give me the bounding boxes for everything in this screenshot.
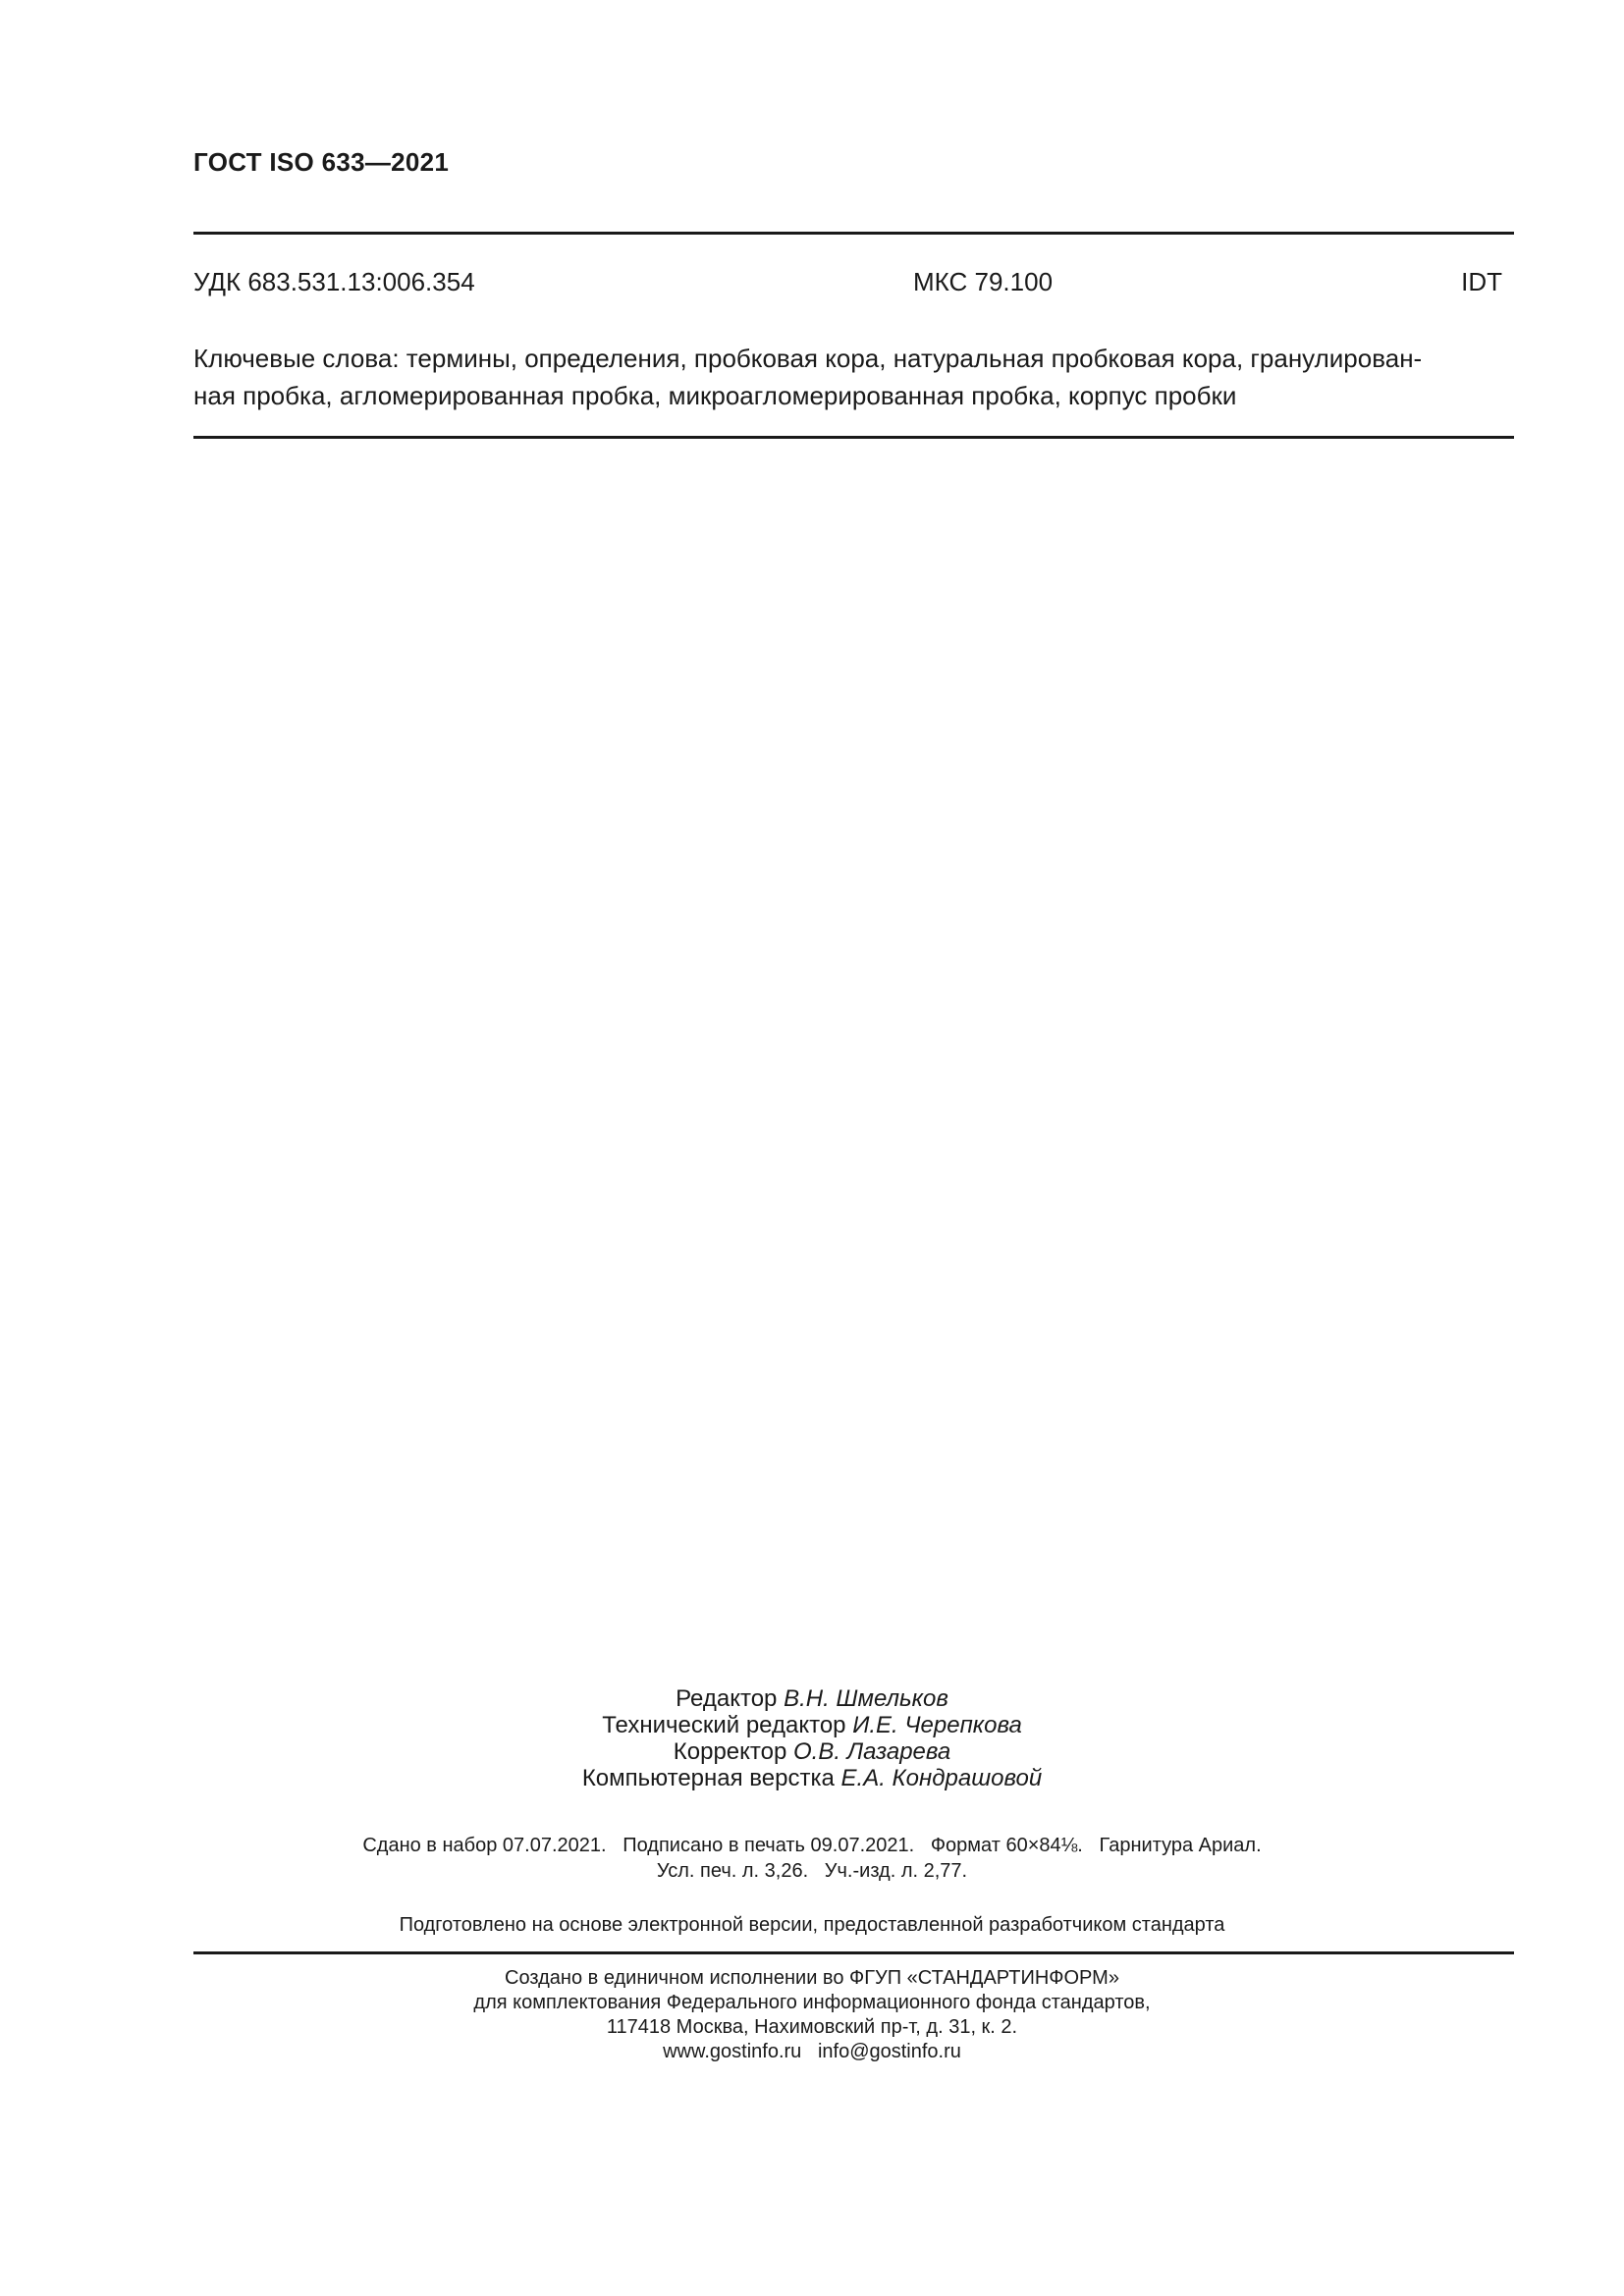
print-info — [0, 1833, 1624, 1884]
footer-line: Создано в единичном исполнении во ФГУП «СТАНДАРТИНФОРМ» — [505, 1967, 1119, 1989]
print-info-line: Сдано в набор 07.07.2021. Подписано в печать 09.07.2021. Формат 60×84⅛. Гарнитура Ариал. — [362, 1835, 1262, 1856]
tech-editor-name: И.Е. Черепкова — [852, 1712, 1022, 1738]
layout-name: Е.А. Кондрашовой — [840, 1765, 1043, 1791]
layout-credit: Компьютерная верстка Е.А. Кондрашовой — [581, 1765, 1043, 1791]
keywords-line: ная пробка, агломерированная пробка, микроагломерированная пробка, корпус пробки — [193, 381, 1237, 410]
prepared-note: Подготовлено на основе электронной версии, предоставленной разработчиком стандарта — [399, 1914, 1225, 1936]
publisher-footer — [0, 1966, 1624, 2064]
standard-title: ГОСТ ISO 633—2021 — [193, 147, 450, 177]
footer-line: 117418 Москва, Нахимовский пр-т, д. 31, к. 2. — [606, 2016, 1018, 2038]
editor-name: В.Н. Шмельков — [784, 1685, 948, 1712]
top-divider — [193, 232, 1514, 235]
footer-contacts: www.gostinfo.ru info@gostinfo.ru — [663, 2041, 961, 2062]
corrector-name: О.В. Лазарева — [793, 1738, 951, 1765]
keywords-paragraph — [193, 340, 1514, 414]
keywords-line: Ключевые слова: термины, определения, пробковая кора, натуральная пробковая кора, гранулирован- — [193, 344, 1423, 373]
keywords-divider — [193, 436, 1514, 439]
idt-marker: IDT — [1461, 267, 1502, 296]
mks-code: МКС 79.100 — [913, 267, 1054, 296]
footer-line: для комплектования Федерального информационного фонда стандартов, — [473, 1992, 1151, 2013]
footer-divider — [193, 1951, 1514, 1954]
udk-code: УДК 683.531.13:006.354 — [193, 267, 475, 296]
editor-credit: Редактор В.Н. Шмельков — [676, 1685, 948, 1712]
credits-block — [0, 1685, 1624, 1791]
tech-editor-credit: Технический редактор И.Е. Черепкова — [602, 1712, 1022, 1738]
corrector-credit: Корректор О.В. Лазарева — [673, 1738, 951, 1765]
print-info-line: Усл. печ. л. 3,26. Уч.-изд. л. 2,77. — [656, 1860, 968, 1882]
